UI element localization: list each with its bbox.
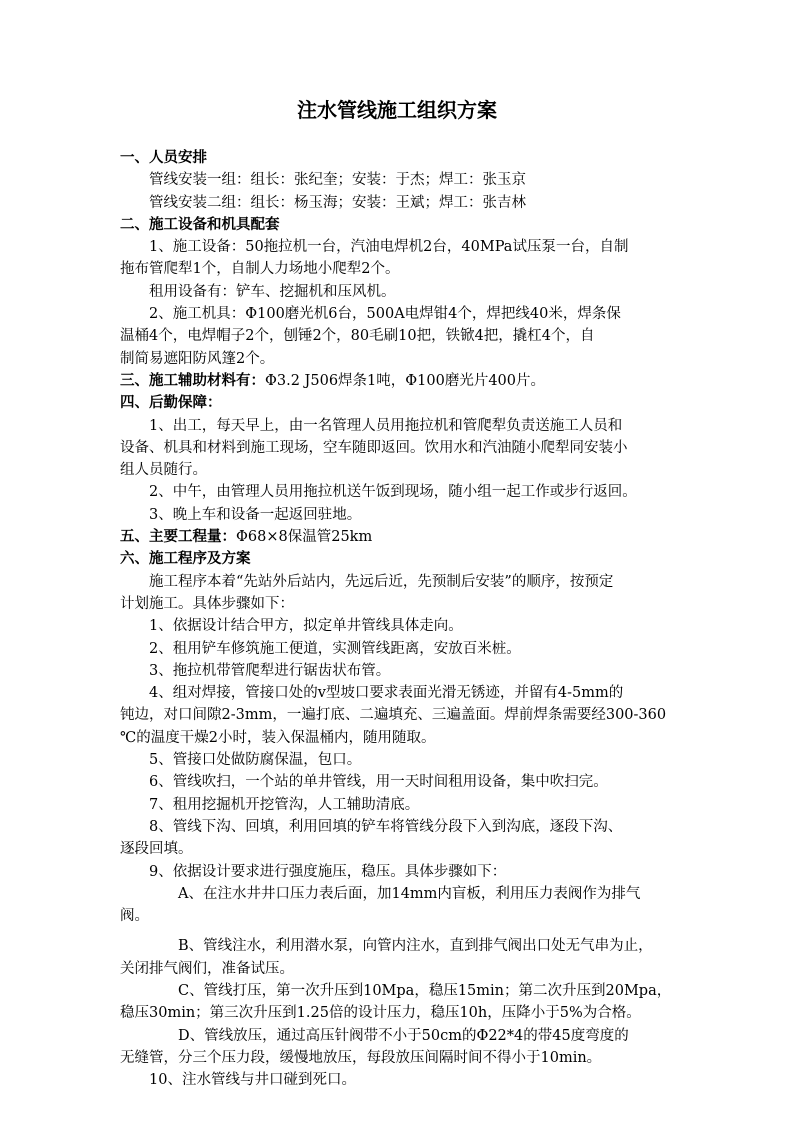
paragraph-line: D、管线放压，通过高压针阀带不小于50cm的Φ22*4的带45度弯度的 [178, 1027, 629, 1044]
paragraph-line: 8、管线下沟、回填，利用回填的铲车将管线分段下入到沟底，逐段下沟、 [149, 818, 623, 835]
paragraph-line: 10、注水管线与井口碰到死口。 [149, 1072, 356, 1089]
paragraph-line: 租用设备有：铲车、挖掘机和压风机。 [149, 283, 396, 300]
paragraph-line: 管线安装二组：组长：杨玉海；安装：王斌；焊工：张吉林 [149, 194, 526, 211]
section-heading: 四、后勤保障： [120, 394, 222, 412]
document-body [120, 147, 680, 1091]
paragraph-line: 无缝管，分三个压力段，缓慢地放压，每段放压间隔时间不得小于10min。 [120, 1049, 602, 1066]
paragraph-line: B、管线注水，利用潜水泵，向管内注水，直到排气阀出口处无气串为止， [178, 938, 653, 955]
paragraph-line: 拖布管爬犁1个，自制人力场地小爬犁2个。 [120, 261, 400, 278]
paragraph-line: 组人员随行。 [120, 462, 207, 479]
paragraph-line: 2、中午，由管理人员用拖拉机送午饭到现场，随小组一起工作或步行返回。 [149, 484, 637, 501]
paragraph-line: 稳压30min；第三次升压到1.25倍的设计压力，稳压10h，压降小于5%为合格。 [120, 1005, 641, 1022]
paragraph-line: 4、组对焊接，管接口处的v型坡口要求表面光滑无锈迹，并留有4-5mm的 [149, 685, 624, 702]
spacer [120, 927, 680, 935]
paragraph-line: 阀。 [120, 908, 149, 925]
paragraph-line: 施工程序本着“先站外后站内，先远后近，先预制后安装”的顺序，按预定 [149, 573, 614, 590]
paragraph-line: 1、依据设计结合甲方，拟定单井管线具体走向。 [149, 618, 463, 635]
section-heading: 一、人员安排 [120, 149, 207, 166]
paragraph-line: 逐段回填。 [120, 841, 193, 858]
paragraph-line: 关闭排气阀们，准备试压。 [120, 960, 294, 977]
paragraph-line: 5、管接口处做防腐保温，包口。 [149, 752, 362, 769]
paragraph-line: 6、管线吹扫，一个站的单井管线，用一天时间租用设备，集中吹扫完。 [149, 774, 608, 791]
paragraph-line: 3、晚上车和设备一起返回驻地。 [149, 506, 362, 523]
paragraph-line: A、在注水井井口压力表后面，加14mm内盲板，利用压力表阀作为排气 [178, 885, 641, 902]
section-heading: 三、施工辅助材料有：Φ3.2 J506焊条1吨，Φ100磨光片400片。 [120, 371, 546, 389]
paragraph-line: 2、施工机具：Φ100磨光机6台，500A电焊钳4个，焊把线40米，焊条保 [149, 306, 621, 323]
paragraph-line: 3、拖拉机带管爬犁进行锯齿状布管。 [149, 662, 391, 679]
paragraph-line: 温桶4个，电焊帽子2个，刨锤2个，80毛刷10把，铁锨4把，撬杠4个，自 [120, 328, 595, 345]
paragraph-line: 1、出工，每天早上，由一名管理人员用拖拉机和管爬犁负责送施工人员和 [149, 417, 623, 434]
paragraph-line: 9、依据设计要求进行强度施压，稳压。具体步骤如下： [149, 863, 507, 880]
paragraph-line: 2、租用铲车修筑施工便道，实测管线距离，安放百米桩。 [149, 640, 521, 657]
paragraph-line: 钝边，对口间隙2-3mm，一遍打底、二遍填充、三遍盖面。焊前焊条需要经300-360 [120, 707, 667, 724]
section-heading: 二、施工设备和机具配套 [120, 215, 280, 233]
paragraph-line: 管线安装一组：组长：张纪奎；安装：于杰；焊工：张玉京 [149, 172, 526, 189]
document-title: 注水管线施工组织方案 [297, 98, 497, 122]
paragraph-line: 计划施工。具体步骤如下： [120, 595, 294, 612]
paragraph-line: 制简易遮阳防风篷2个。 [120, 350, 275, 367]
section-heading: 六、施工程序及方案 [120, 550, 251, 568]
paragraph-line: 设备、机具和材料到施工现场，空车随即返回。饮用水和汽油随小爬犁同安装小 [120, 439, 628, 456]
paragraph-line: C、管线打压，第一次升压到10Mpa，稳压15min；第二次升压到20Mpa， [178, 982, 672, 999]
section-heading: 五、主要工程量：Φ68×8保温管25km [120, 528, 373, 546]
paragraph-line: ℃的温度干燥2小时，装入保温桶内，随用随取。 [120, 729, 436, 746]
paragraph-line: 1、施工设备：50拖拉机一台，汽油电焊机2台，40MPa试压泵一台，自制 [149, 239, 629, 256]
paragraph-line: 7、租用挖掘机开挖管沟，人工辅助清底。 [149, 796, 420, 813]
